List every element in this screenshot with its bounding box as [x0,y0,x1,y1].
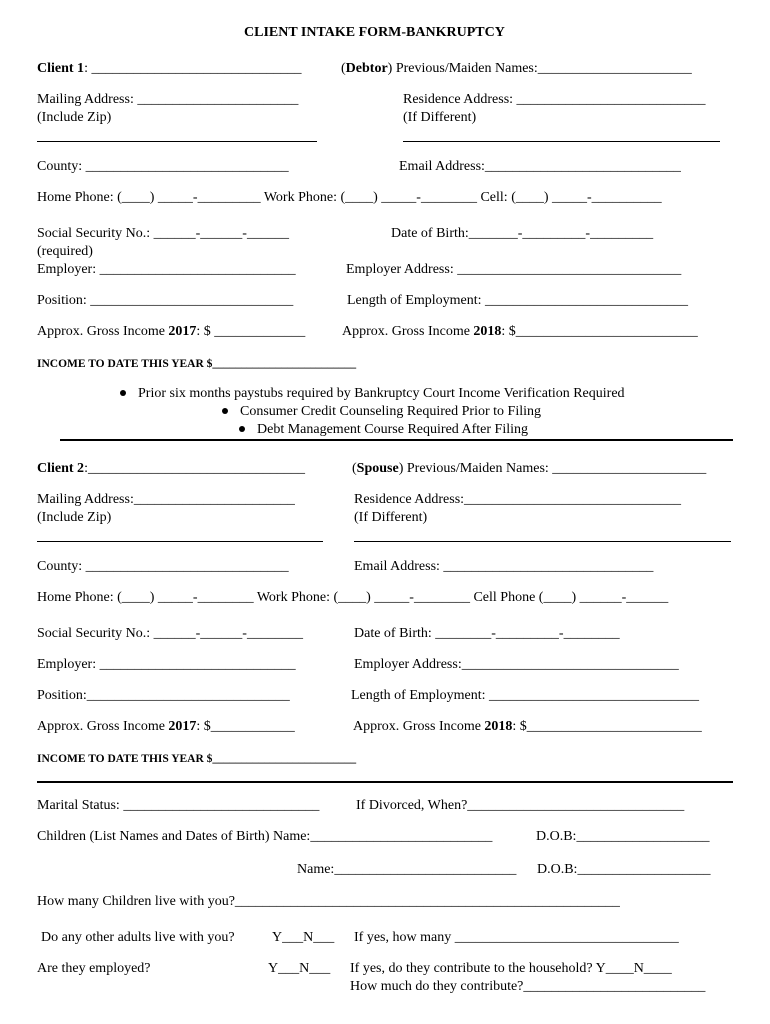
client1-label: Client 1 [37,61,85,76]
client2-include-zip-note: (Include Zip) [37,510,112,525]
child2-name-field[interactable]: Name:__________________________ [297,862,517,877]
form-title: CLIENT INTAKE FORM-BANKRUPTCY [244,25,505,40]
contribute-yes-no-field[interactable]: If yes, do they contribute to the household? Y____N____ [350,961,672,976]
section-divider [37,781,733,783]
client2-county-field[interactable]: County: _____________________________ [37,559,289,574]
employed-question: Are they employed? [37,961,151,976]
bullet-item: Consumer Credit Counseling Required Prior to Filing [222,404,541,420]
client1-residence-address-line2[interactable] [403,141,720,142]
other-adults-question: Do any other adults live with you? [41,930,235,945]
client2-employer-field[interactable]: Employer: ____________________________ [37,657,296,672]
client2-mailing-address-field[interactable]: Mailing Address:_______________________ [37,492,295,507]
children-live-with-you-field[interactable]: How many Children live with you?_______________________________________________________ [37,894,620,909]
other-adults-yes-no-field[interactable]: Y___N___ [272,930,335,945]
client2-income-2017-field[interactable]: Approx. Gross Income 2017: $____________ [37,719,295,734]
client1-include-zip-note: (Include Zip) [37,110,112,125]
marital-status-field[interactable]: Marital Status: ____________________________ [37,798,320,813]
client2-ssn-field[interactable]: Social Security No.: ______-______-________ [37,626,303,641]
employed-yes-no-field[interactable]: Y___N___ [268,961,331,976]
child2-dob-field[interactable]: D.O.B:___________________ [537,862,711,877]
client2-length-employment-field[interactable]: Length of Employment: ______________________________ [351,688,700,703]
client2-position-field[interactable]: Position:_____________________________ [37,688,290,703]
client2-residence-address-field[interactable]: Residence Address:_______________________________ [354,492,682,507]
bullet-icon [120,390,126,396]
client1-maiden-names-field[interactable]: (Debtor) Previous/Maiden Names:______________________ [341,61,692,76]
client2-maiden-names-field[interactable]: (Spouse) Previous/Maiden Names: ______________________ [352,461,707,476]
client2-employer-address-field[interactable]: Employer Address:_______________________________ [354,657,679,672]
client1-employer-address-field[interactable]: Employer Address: ________________________________ [346,262,682,277]
client1-mailing-address-field[interactable]: Mailing Address: _______________________ [37,92,299,107]
client1-email-field[interactable]: Email Address:____________________________ [399,159,681,174]
contribute-amount-field[interactable]: How much do they contribute?__________________________ [350,979,706,994]
client2-residence-address-line2[interactable] [354,541,731,542]
client2-income-to-date-field[interactable]: INCOME TO DATE THIS YEAR $_________________________ [37,753,357,765]
client1-income-to-date-field[interactable]: INCOME TO DATE THIS YEAR $_________________________ [37,358,357,370]
divorced-when-field[interactable]: If Divorced, When?_______________________________ [356,798,685,813]
client1-ssn-required-note: (required) [37,244,93,259]
bullet-item: Prior six months paystubs required by Bankruptcy Court Income Verification Required [120,386,625,402]
client2-dob-field[interactable]: Date of Birth: ________-_________-________ [354,626,620,641]
client1-income-2017-field[interactable]: Approx. Gross Income 2017: $ _____________ [37,324,306,339]
section-divider [60,439,733,441]
debtor-label: Debtor [345,61,388,76]
client2-phones-field[interactable]: Home Phone: (____) _____-________ Work Phone: (____) _____-________ Cell Phone (____) ______-______ [37,590,669,605]
client1-ssn-field[interactable]: Social Security No.: ______-______-______ [37,226,289,241]
child1-dob-field[interactable]: D.O.B:___________________ [536,829,710,844]
bullet-icon [239,426,245,432]
client1-employer-field[interactable]: Employer: ____________________________ [37,262,296,277]
client2-if-different-note: (If Different) [354,510,428,525]
client2-email-field[interactable]: Email Address: ______________________________ [354,559,654,574]
client1-income-2018-field[interactable]: Approx. Gross Income 2018: $__________________________ [342,324,698,339]
client2-label: Client 2 [37,461,85,476]
client2-mailing-address-line2[interactable] [37,541,323,542]
client1-position-field[interactable]: Position: _____________________________ [37,293,294,308]
client1-if-different-note: (If Different) [403,110,477,125]
client1-dob-field[interactable]: Date of Birth:_______-_________-_________ [391,226,654,241]
bullet-icon [222,408,228,414]
child1-name-field[interactable]: Children (List Names and Dates of Birth) Name:__________________________ [37,829,493,844]
client1-county-field[interactable]: County: _____________________________ [37,159,289,174]
bullet-item: Debt Management Course Required After Filing [239,422,528,438]
other-adults-how-many-field[interactable]: If yes, how many ________________________________ [354,930,679,945]
client1-phones-field[interactable]: Home Phone: (____) _____-_________ Work Phone: (____) _____-________ Cell: (____) _____-__________ [37,190,662,205]
client1-residence-address-field[interactable]: Residence Address: ___________________________ [403,92,706,107]
client1-name-field[interactable]: Client 1: ______________________________ [37,61,302,76]
client1-length-employment-field[interactable]: Length of Employment: _____________________________ [347,293,689,308]
client2-name-field[interactable]: Client 2:_______________________________ [37,461,305,476]
client2-income-2018-field[interactable]: Approx. Gross Income 2018: $_________________________ [353,719,702,734]
client1-mailing-address-line2[interactable] [37,141,317,142]
spouse-label: Spouse [356,461,399,476]
